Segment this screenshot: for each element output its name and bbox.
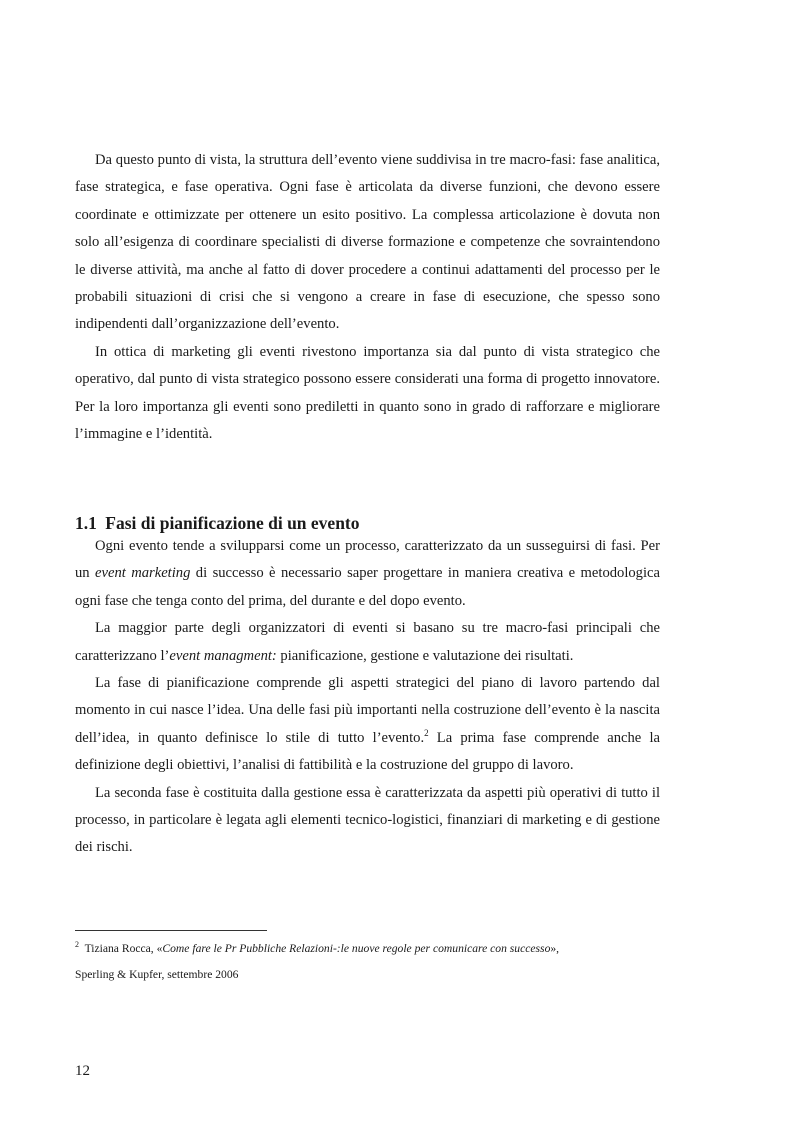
section-number: 1.1 <box>75 513 97 533</box>
intro-text-block <box>75 147 660 448</box>
footnote-title: Come fare le Pr Pubbliche Relazioni-:le nuove regole per comunicare con successo <box>162 942 551 955</box>
paragraph-management-phase: La seconda fase è costituita dalla gestione essa è caratterizzata da aspetti più operativi di tutto il processo, in particolare è legata agli elementi tecnico-logistici, finanziari di marketing e di gestione dei rischi. <box>75 784 660 856</box>
term-event-marketing: event marketing <box>95 565 191 582</box>
paragraph-event-structure: Da questo punto di vista, la struttura dell’evento viene suddivisa in tre macro-fasi: fase analitica, fase strategica, e fase operativa. Ogni fase è articolata da diverse funzioni, che devono essere coordinate e ottimizzate per ottenere un esito positivo. La complessa articolazione è dovuta non solo all’esigenza di coordinare specialisti di diverse formazione e competenze che sovraintendono le diverse attività, ma anche al fatto di dover procedere a continui adattamenti del processo per le probabili situazioni di crisi che si vengono a creare in fase di esecuzione, che spesso sono indipendenti dall’organizzazione dell’evento. <box>75 152 660 333</box>
section-text-block <box>75 533 660 862</box>
paragraph-macro-phases: La maggior parte degli organizzatori di eventi si basano su tre macro-fasi principali che caratterizzano l’event managment: pianificazione, gestione e valutazione dei risultati. <box>75 620 660 664</box>
paragraph-planning-phase: La fase di pianificazione comprende gli aspetti strategici del piano di lavoro partendo dal momento in cui nasce l’idea. Una delle fasi più importanti nella costruzione dell’evento è la nascita dell’idea, in quanto definisce lo stile di tutto l’evento.$^2$ La prima fase comprende anche la definizione degli obiettivi, l’analisi di fattibilità e la costruzione del gruppo di lavoro. <box>75 675 660 774</box>
term-event-managment: event managment: <box>169 647 277 664</box>
section-heading <box>75 511 360 535</box>
paragraph-marketing-importance: In ottica di marketing gli eventi rivestono importanza sia dal punto di vista strategico che operativo, dal punto di vista strategico possono essere considerati una forma di progetto innovatore. Per la loro importanza gli eventi sono prediletti in quanto sono in grado di rafforzare e migliorare l’immagine e l’identità. <box>75 343 660 443</box>
footnote-reference[interactable]: 2 <box>424 727 429 738</box>
paragraph-event-process: Ogni evento tende a svilupparsi come un processo, caratterizzato da un susseguirsi di fasi. Per un event marketing di successo è necessario saper progettare in maniera creativa e metodologica ogni fase che tenga conto del prima, del durante e del dopo evento. <box>75 538 660 609</box>
page-number: 12 <box>75 1063 90 1079</box>
footnote-divider <box>75 930 267 931</box>
footnote-line-1: $^2$ Tiziana Rocca, «Come fare le Pr Pubbliche Relazioni-:le nuove regole per comunicare con successo», <box>75 940 560 955</box>
footnote <box>75 936 660 988</box>
footnote-author: Tiziana Rocca, « <box>84 942 163 955</box>
footnote-publisher: Sperling & Kupfer, settembre 2006 <box>75 968 239 981</box>
section-title: Fasi di pianificazione di un evento <box>105 513 360 533</box>
footnote-marker: 2 <box>75 940 79 950</box>
